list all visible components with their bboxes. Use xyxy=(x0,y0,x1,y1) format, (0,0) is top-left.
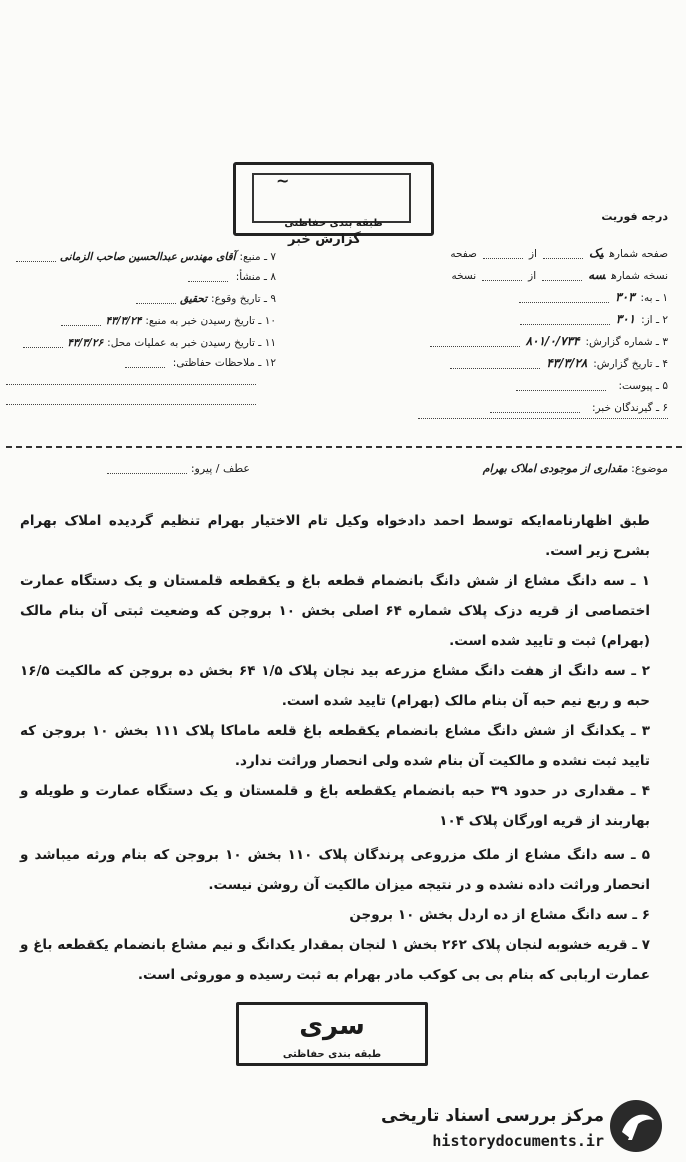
field-dots xyxy=(125,358,165,368)
left-field-label: ۷ ـ منبع: xyxy=(239,251,276,263)
body-item: ۱ ـ سه دانگ مشاع از شش دانگ بانضمام قطعه باغ و یکقطعه قلمستان و یک دستگاه عمارت اختصاصی از قریه دزک پلاک شماره ۶۴ اصلی بخش ۱۰ بروجن که وضعیت ثبتی آن بنام مالک (بهرام) ثبت و تایید شده است. xyxy=(20,573,651,649)
header-divider xyxy=(6,446,682,448)
left-field-label: ۱۰ ـ تاریخ رسیدن خبر به منبع: xyxy=(145,315,276,327)
reference-row xyxy=(110,462,250,476)
right-field-label: ۳ ـ شماره گزارش: xyxy=(585,336,668,348)
right-field-value: ۳۰۳ xyxy=(615,290,635,304)
left-field-row xyxy=(6,292,276,306)
left-field-value: ۴۳/۳/۲۶ xyxy=(67,337,104,349)
field-dots xyxy=(516,381,606,391)
body-item: ۷ ـ قریه خشوبه لنجان پلاک ۲۶۲ بخش ۱ لنجان بمقدار یکدانگ و نیم مشاع بانضمام یکقطعه باغ و عمارت اربابی که بنام بی بی کوکب مادر بهرام به ثبت رسیده و موروثی است. xyxy=(20,937,650,983)
left-field-label: ۱۱ ـ تاریخ رسیدن خبر به عملیات محل: xyxy=(107,337,276,349)
left-field-row xyxy=(6,336,276,350)
field-dots xyxy=(482,271,522,281)
right-field-label: ۴ ـ تاریخ گزارش: xyxy=(593,358,668,370)
body-item: ۲ ـ سه دانگ از هفت دانگ مشاع مزرعه بید نجان پلاک ۱/۵ ۶۴ بخش ده بروجن که مالکیت ۱۶/۵ حبه و ربع نیم حبه آن بنام مالک (بهرام) تایید شده است. xyxy=(20,663,651,709)
stamp-bottom-label: طبقه بندی حفاظتی xyxy=(282,1049,382,1060)
right-field-label: ۶ ـ گیرندگان خبر: xyxy=(591,402,668,414)
field-dots xyxy=(23,338,63,348)
body-item: ۳ ـ یکدانگ از شش دانگ مشاع بانضمام یکقطعه باغ قلعه ماماکا پلاک ۱۱۱ بخش ۱۰ بروجن که تایید ثبت نشده و مالکیت آن بنام شده ولی انحصار وراثت ندارد. xyxy=(20,723,650,769)
subject-row xyxy=(483,462,668,476)
field-dots xyxy=(483,249,523,259)
left-field-value: ۴۳/۳/۲۴ xyxy=(105,315,142,327)
empty-dotted-line xyxy=(6,384,256,385)
right-field-label: صفحه شماره xyxy=(609,248,668,260)
watermark-title: مرکز بررسی اسناد تاریخی xyxy=(381,1106,604,1126)
field-dots xyxy=(16,252,56,262)
left-field-row xyxy=(6,356,276,370)
subject-label: موضوع: xyxy=(631,462,668,475)
priority-label: درجه فوریت xyxy=(601,210,668,223)
body-intro: طبق اظهارنامه‌ایکه توسط احمد دادخواه وکیل تام الاختیار بهرام تنظیم گردیده املاک بهرام بشرح زیر است. xyxy=(20,513,650,559)
reference-dots xyxy=(107,464,187,474)
right-field-label: ۵ ـ پیوست: xyxy=(618,380,668,392)
classification-stamp-bottom xyxy=(236,1002,428,1066)
left-field-value: آقای مهندس عبدالحسین صاحب الزمانی xyxy=(59,251,236,263)
right-field-value: ۳۰۱ xyxy=(615,312,636,326)
report-title: گزارش خبر xyxy=(288,232,361,247)
right-field-label: ۱ ـ به: xyxy=(640,292,668,304)
archive-logo-icon xyxy=(608,1098,664,1154)
watermark-url: historydocuments.ir xyxy=(432,1132,604,1150)
subject-value: مقداری از موجودی املاک بهرام xyxy=(482,462,628,475)
right-field-row xyxy=(398,290,668,305)
right-field-end: نسخه xyxy=(451,270,477,282)
field-dots xyxy=(430,337,520,347)
stamp-handwriting: ~ xyxy=(276,171,290,190)
field-dots xyxy=(543,249,583,259)
right-field-row xyxy=(398,378,668,393)
right-field-row xyxy=(398,334,668,349)
right-field-label: نسخه شماره xyxy=(611,270,668,282)
field-dots xyxy=(136,294,176,304)
empty-dotted-line xyxy=(6,404,256,405)
left-field-label: ۸ ـ منشأ: xyxy=(235,271,276,283)
field-dots xyxy=(188,272,228,282)
right-field-value: سه xyxy=(588,268,606,282)
left-field-row xyxy=(6,270,276,284)
right-field-value: یک xyxy=(588,246,604,260)
left-field-label: ۹ ـ تاریخ وقوع: xyxy=(211,293,276,305)
body-item: ۴ ـ مقداری در حدود ۳۹ حبه بانضمام یکقطعه باغ و قلمستان و یک دستگاه عمارت و طویله و بهاربند از قریه اورگان پلاک ۱۰۴ xyxy=(20,783,650,829)
left-field-label: ۱۲ ـ ملاحظات حفاظتی: xyxy=(172,357,276,369)
left-field-value: تحقیق xyxy=(180,293,208,305)
stamp-label: طبقه بندی حفاظتی xyxy=(284,218,383,229)
right-field-label: ۲ ـ از: xyxy=(641,314,668,326)
field-dots xyxy=(450,359,540,369)
left-field-row xyxy=(6,314,276,328)
left-field-row xyxy=(6,250,276,264)
right-field-value: ۸۰۱/۰/۷۳۴ xyxy=(525,334,580,348)
field-dots xyxy=(519,293,609,303)
right-field-value: ۴۳/۳/۲۸ xyxy=(546,356,588,370)
right-field-row xyxy=(398,400,668,415)
reference-label: عطف / پیرو: xyxy=(190,462,250,475)
right-field-row xyxy=(398,268,668,283)
field-dots xyxy=(542,271,582,281)
field-dots xyxy=(490,403,580,413)
field-dots xyxy=(61,316,101,326)
right-field-row xyxy=(398,356,668,371)
classification-stamp-top xyxy=(233,162,434,236)
right-field-row xyxy=(398,246,668,261)
right-field-end: صفحه xyxy=(450,248,477,260)
stamp-secret-text: سری xyxy=(299,1011,365,1041)
right-field-mid: از xyxy=(528,248,537,260)
right-field-row xyxy=(398,312,668,327)
right-field-mid: از xyxy=(528,270,537,282)
empty-dotted-line xyxy=(418,418,668,419)
field-dots xyxy=(520,315,610,325)
body-item: ۵ ـ سه دانگ مشاع از ملک مزروعی پرندگان پلاک ۱۱۰ بخش ۱۰ بروجن که بنام ورثه میباشد و انحصار وراثت داده نشده و در نتیجه میزان مالکیت آن روشن نیست. xyxy=(20,847,650,893)
body-item: ۶ ـ سه دانگ مشاع از ده اردل بخش ۱۰ بروجن xyxy=(349,907,650,923)
